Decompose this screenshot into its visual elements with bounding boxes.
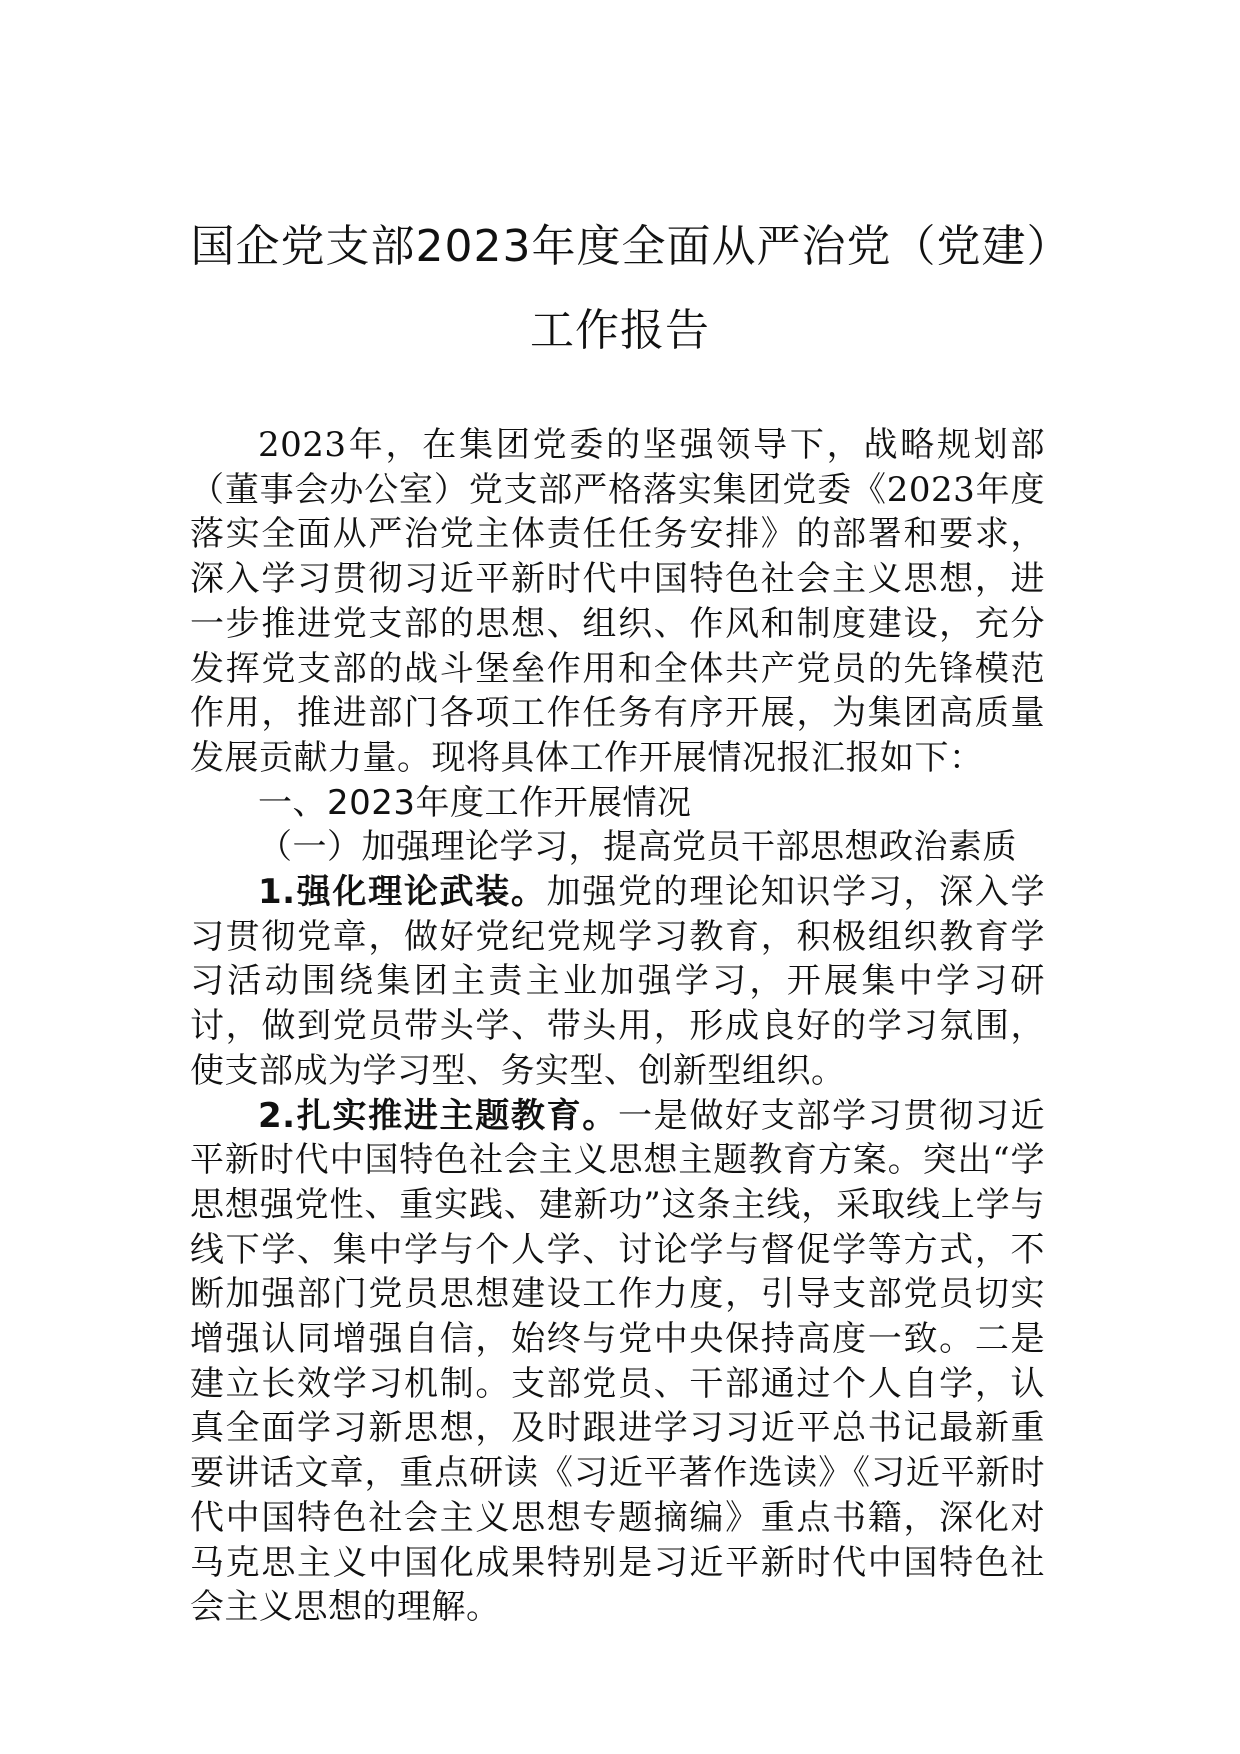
subsection-heading: （一）加强理论学习，提高党员干部思想政治素质 [258,827,1017,868]
item-1-paragraph [190,870,1045,1094]
item-1-text: 加强党的理论知识学习，深入学习贯彻党章，做好党纪党规学习教育，积极组织教育学习活动围绕集团主责主业加强学习，开展集中学习研讨，做到党员带头学、带头用，形成良好的学习氛围，使支部成为学习型、务实型、创新型组织。 [190,872,1046,1091]
item-2-text: 一是做好支部学习贯彻习近平新时代中国特色社会主义思想主题教育方案。突出“学思想强党性、重实践、建新功”这条主线，采取线上学与线下学、集中学与个人学、讨论学与督促学等方式，不断加强部门党员思想建设工作力度，引导支部党员切实增强认同增强自信，始终与党中央保持高度一致。二是建立长效学习机制。支部党员、干部通过个人自学，认真全面学习新思想，及时跟进学习习近平总书记最新重要讲话文章，重点研读《习近平著作选读》《习近平新时代中国特色社会主义思想专题摘编》重点书籍，深化对马克思主义中国化成果特别是习近平新时代中国特色社会主义思想的理解。 [190,1095,1046,1628]
item-2-lead: 2.扎实推进主题教育。 [258,1095,618,1136]
item-1-lead: 1.强化理论武装。 [258,872,547,913]
intro-paragraph: 2023年，在集团党委的坚强领导下，战略规划部（董事会办公室）党支部严格落实集团党委《2023年度落实全面从严治党主体责任任务安排》的部署和要求，深入学习贯彻习近平新时代中国特色社会主义思想，进一步推进党支部的思想、组织、作风和制度建设，充分发挥党支部的战斗堡垒作用和全体共产党员的先锋模范作用，推进部门各项工作任务有序开展，为集团高质量发展贡献力量。现将具体工作开展情况报汇报如下： [190,425,1045,778]
document-title: 国企党支部2023年度全面从严治党（党建）工作报告 [190,221,1050,356]
section-heading: 一、2023年度工作开展情况 [258,782,692,823]
item-2-paragraph [190,1094,1045,1630]
document-body [190,423,1045,1630]
